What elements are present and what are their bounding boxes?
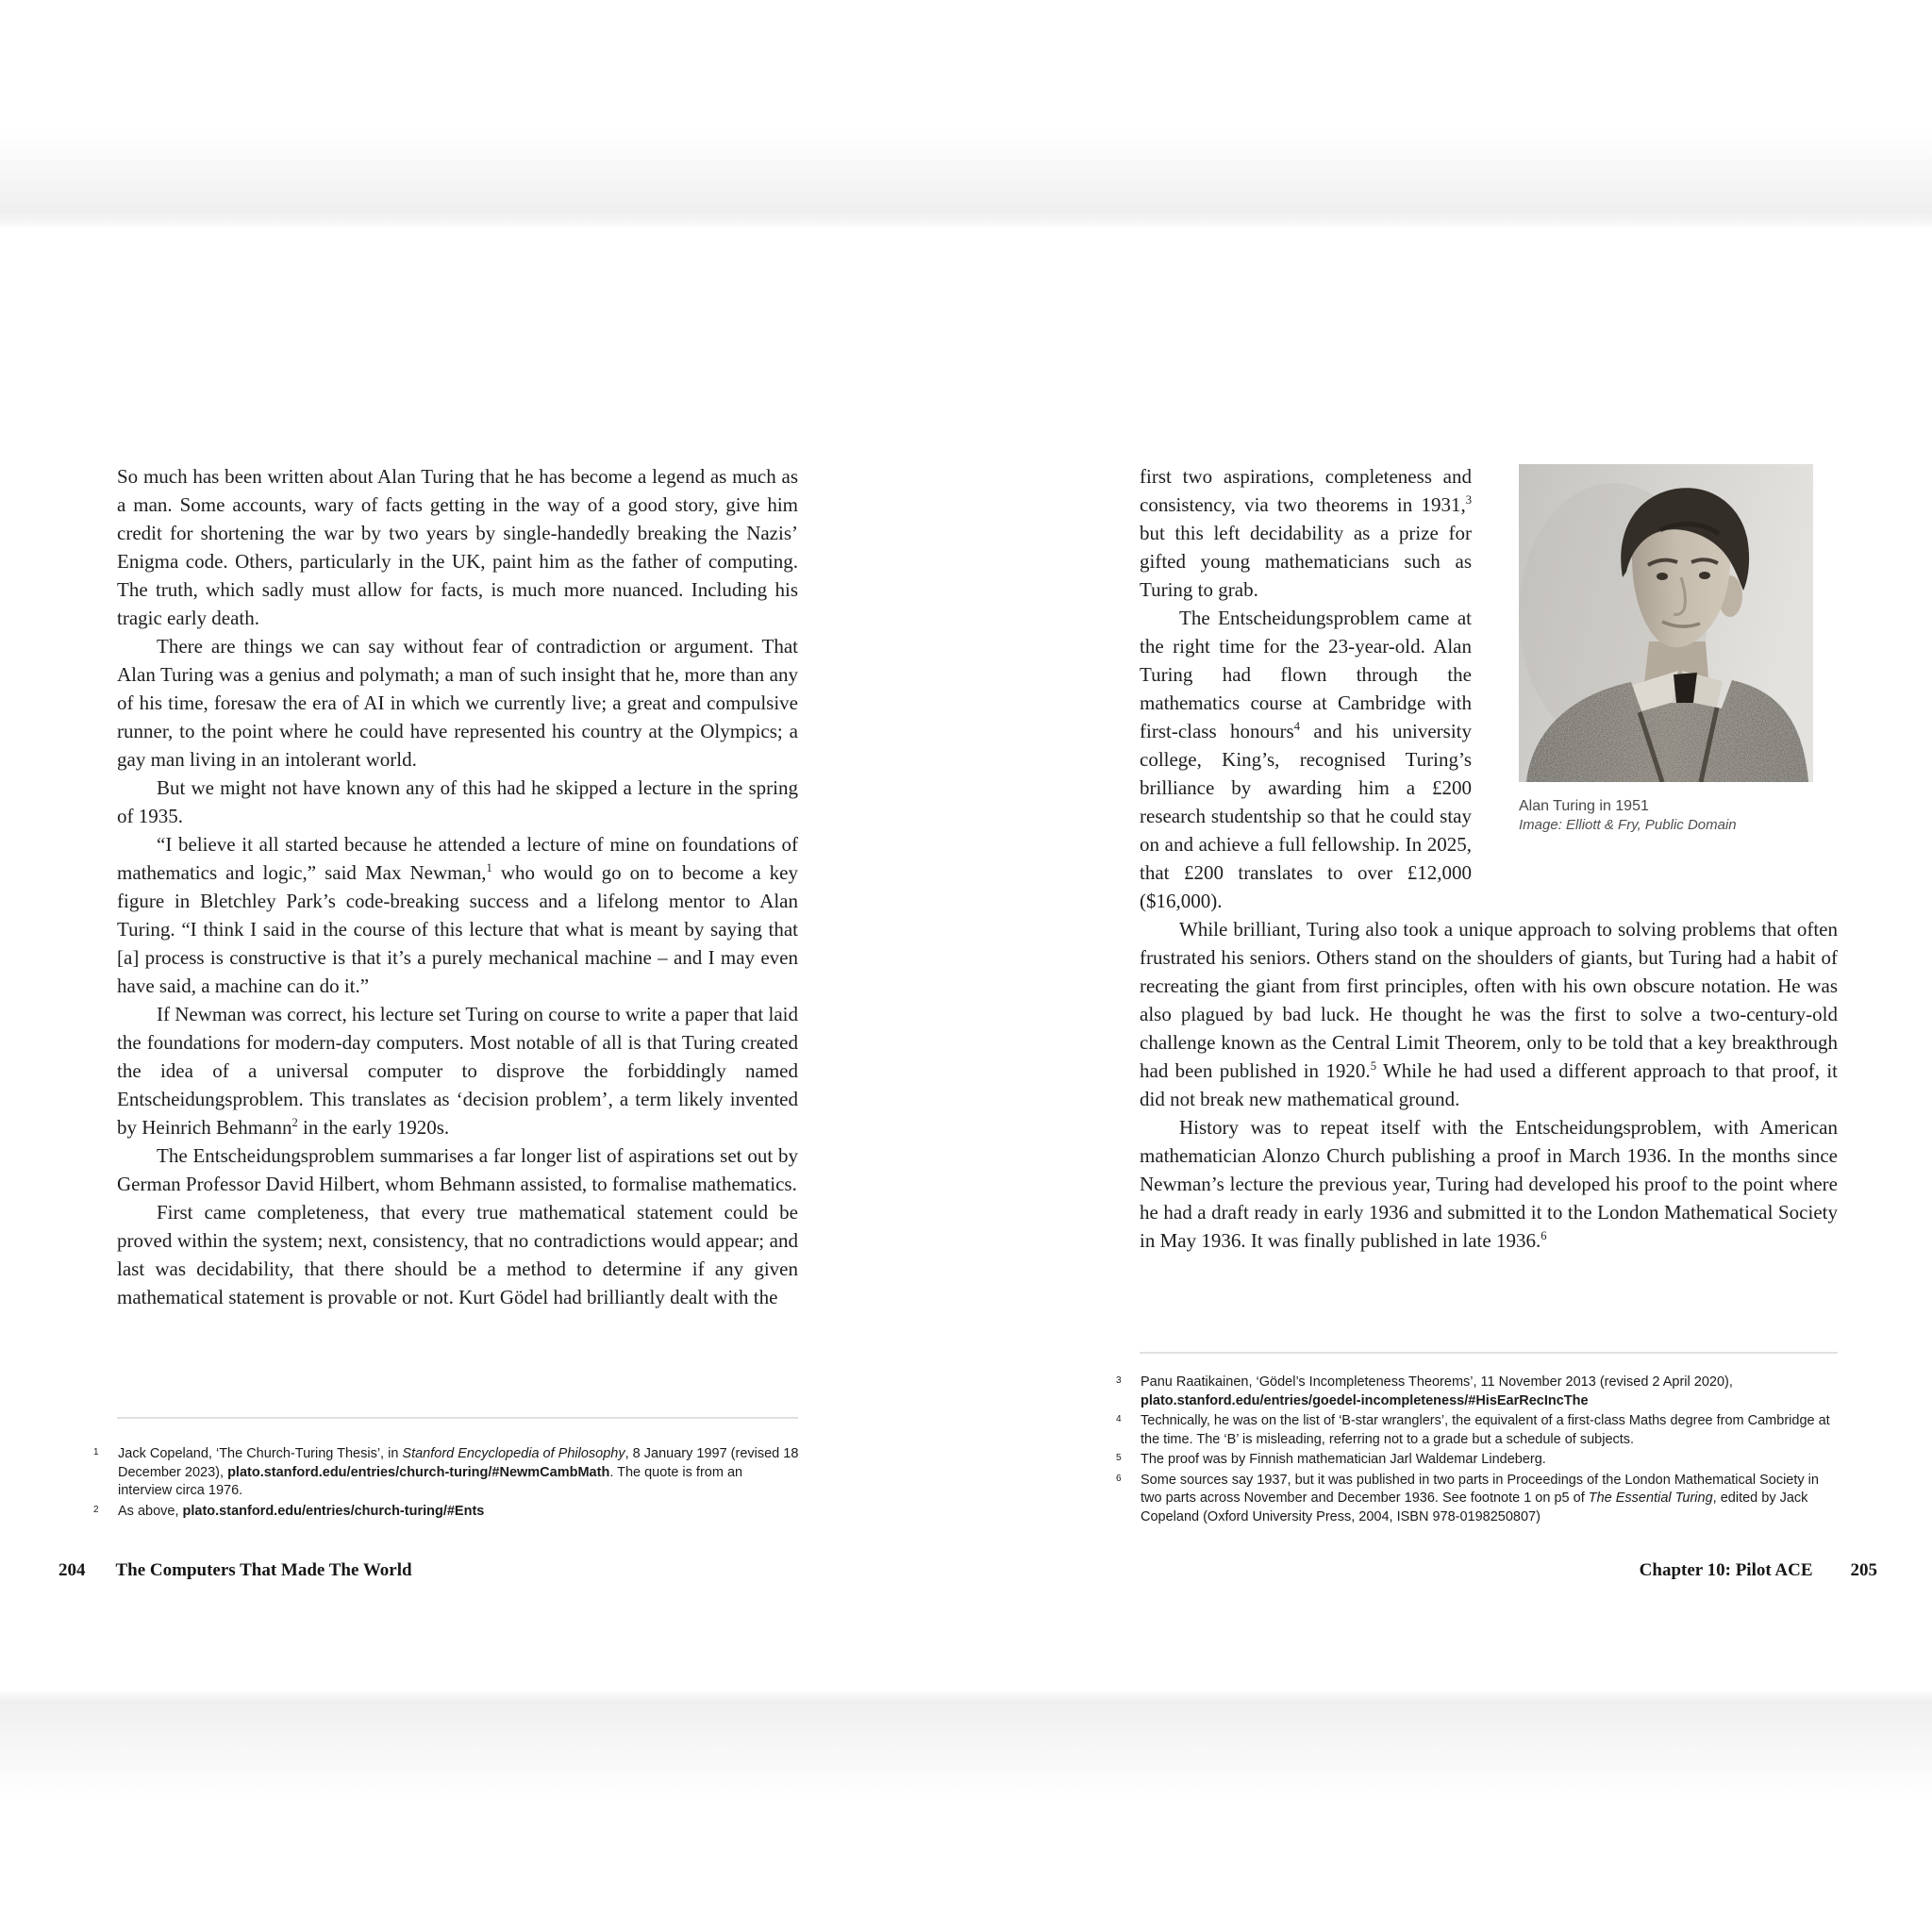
left-page-number: 204	[58, 1560, 86, 1580]
footnote-text: Some sources say 1937, but it was published in two parts in Proceedings of the London Mathematical Society in two parts across November and December 1936. See footnote 1 on p5 of The Essential Turing, edited by Jack Copeland (Oxford University Press, 2004, ISBN 978-0198250807)	[1141, 1472, 1819, 1524]
right-page-footer	[1140, 1560, 1877, 1581]
footnote	[1113, 1374, 1840, 1410]
body-paragraph: The Entscheidungsproblem came at the right time for the 23-year-old. Alan Turing had flown through the mathematics course at Cambridge with first-class honours$^4$ and his university college, King’s, recognised Turing’s brilliance by awarding him a £200 research studentship so that he could stay on and achieve a full fellowship. In 2025, that £200 translates to over £12,000 ($16,000).	[1140, 607, 1472, 912]
turing-photo-figure	[1519, 464, 1813, 835]
turing-portrait-photo	[1519, 464, 1813, 782]
body-paragraph: But we might not have known any of this had he skipped a lecture in the spring of 1935.	[117, 776, 798, 827]
photo-caption: Alan Turing in 1951	[1519, 798, 1649, 814]
page-bottom-shadow	[0, 1691, 1932, 1805]
body-paragraph: History was to repeat itself with the Entscheidungsproblem, with American mathematician Alonzo Church publishing a proof in March 1936. In the months since Newman’s lecture the previous year, Turing had developed his proof to the point where he had a draft ready in early 1936 and submitted it to the London Mathematical Society in May 1936. It was finally published in late 1936.$^6$	[1140, 1116, 1838, 1252]
body-paragraph: first two aspirations, completeness and consistency, via two theorems in 1931,$^3$ but this left decidability as a prize for gifted young mathematicians such as Turing to grab.	[1140, 465, 1472, 601]
body-paragraph: If Newman was correct, his lecture set Turing on course to write a paper that laid the foundations for modern-day computers. Most notable of all is that Turing created the idea of a universal computer to disprove the forbiddingly named Entscheidungsproblem. This translates as ‘decision problem’, a term likely invented by Heinrich Behmann$^2$ in the early 1920s.	[117, 1003, 798, 1139]
body-paragraph: There are things we can say without fear of contradiction or argument. That Alan Turing was a genius and polymath; a man of such insight that he, more than any of his time, foresaw the era of AI in which we currently live; a great and compulsive runner, to the point where he could have represented his country at the Olympics; a gay man living in an intolerant world.	[117, 635, 798, 771]
right-footnote-divider	[1140, 1352, 1838, 1354]
right-page-number: 205	[1850, 1560, 1877, 1580]
footnote-number: 4	[1116, 1414, 1122, 1424]
footnote	[1113, 1472, 1840, 1527]
footnote-text: As above, plato.stanford.edu/entries/church-turing/#Ents	[118, 1503, 485, 1519]
footnote-text: Technically, he was on the list of ‘B-star wranglers’, the equivalent of a first-class Maths degree from Cambridge at the time. The ‘B’ is misleading, referring not to a grade but a schedule of subjects.	[1141, 1413, 1830, 1447]
body-paragraph: The Entscheidungsproblem summarises a far longer list of aspirations set out by German Professor David Hilbert, whom Behmann assisted, to formalise mathematics.	[117, 1144, 798, 1195]
footnote-number: 6	[1116, 1473, 1122, 1484]
left-footnote-divider	[117, 1417, 798, 1419]
body-paragraph: “I believe it all started because he attended a lecture of mine on foundations of mathematics and logic,” said Max Newman,$^1$ who would go on to become a key figure in Bletchley Park’s code-breaking success and a lifelong mentor to Alan Turing. “I think I said in the course of this lecture that what is meant by saying that [a] process is constructive is that it’s a purely mechanical machine – and I may even have said, a machine can do it.”	[117, 833, 798, 997]
chapter-title: Chapter 10: Pilot ACE	[1639, 1560, 1813, 1580]
footnote-number: 5	[1116, 1453, 1122, 1463]
footnote-number: 2	[93, 1504, 99, 1515]
footnote-text: The proof was by Finnish mathematician Jarl Waldemar Lindeberg.	[1141, 1452, 1546, 1467]
page-top-shadow	[0, 130, 1932, 228]
footnote-text: Panu Raatikainen, ‘Gödel’s Incompleteness Theorems’, 11 November 2013 (revised 2 April 2020), plato.stanford.edu/entries/goedel-incompleteness/#HisEarRecIncThe	[1141, 1374, 1733, 1408]
left-page-footer	[58, 1560, 412, 1581]
body-paragraph: While brilliant, Turing also took a unique approach to solving problems that often frustrated his seniors. Others stand on the shoulders of giants, but Turing had a habit of recreating the giant from first principles, often with his own obscure notation. He was also plagued by bad luck. He thought he was the first to solve a two-century-old challenge known as the Central Limit Theorem, only to be told that a key breakthrough had been published in 1920.$^5$ While he had used a different approach to that proof, it did not break new mathematical ground.	[1140, 918, 1839, 1110]
body-paragraph: First came completeness, that every true mathematical statement could be proved within the system; next, consistency, that no contradictions would appear; and last was decidability, that there should be a method to determine if any given mathematical statement is provable or not. Kurt Gödel had brilliantly dealt with the	[117, 1201, 798, 1308]
left-footnotes	[91, 1445, 800, 1523]
right-page-text-column	[1140, 462, 1838, 1255]
body-paragraph: So much has been written about Alan Turing that he has become a legend as much as a man. Some accounts, wary of facts getting in the way of a good story, give him credit for shortening the war by two years by single-handedly breaking the Nazis’ Enigma code. Others, particularly in the UK, paint him as the father of computing. The truth, which sadly must allow for facts, is much more nuanced. Including his tragic early death.	[117, 465, 798, 629]
footnote-text: Jack Copeland, ‘The Church-Turing Thesis’, in Stanford Encyclopedia of Philosophy, 8 January 1997 (revised 18 December 2023), plato.stanford.edu/entries/church-turing/#NewmCambMath. The quote is from an interview circa 1976.	[118, 1446, 799, 1498]
book-title: The Computers That Made The World	[115, 1560, 412, 1580]
footnote-number: 3	[1116, 1375, 1122, 1386]
footnote	[1113, 1451, 1840, 1470]
footnote	[91, 1503, 800, 1522]
footnote-number: 1	[93, 1447, 99, 1457]
right-footnotes	[1113, 1374, 1840, 1528]
footnote	[91, 1445, 800, 1501]
footnote	[1113, 1412, 1840, 1449]
left-page-text-column	[117, 462, 798, 1311]
photo-credit: Image: Elliott & Fry, Public Domain	[1519, 817, 1737, 833]
